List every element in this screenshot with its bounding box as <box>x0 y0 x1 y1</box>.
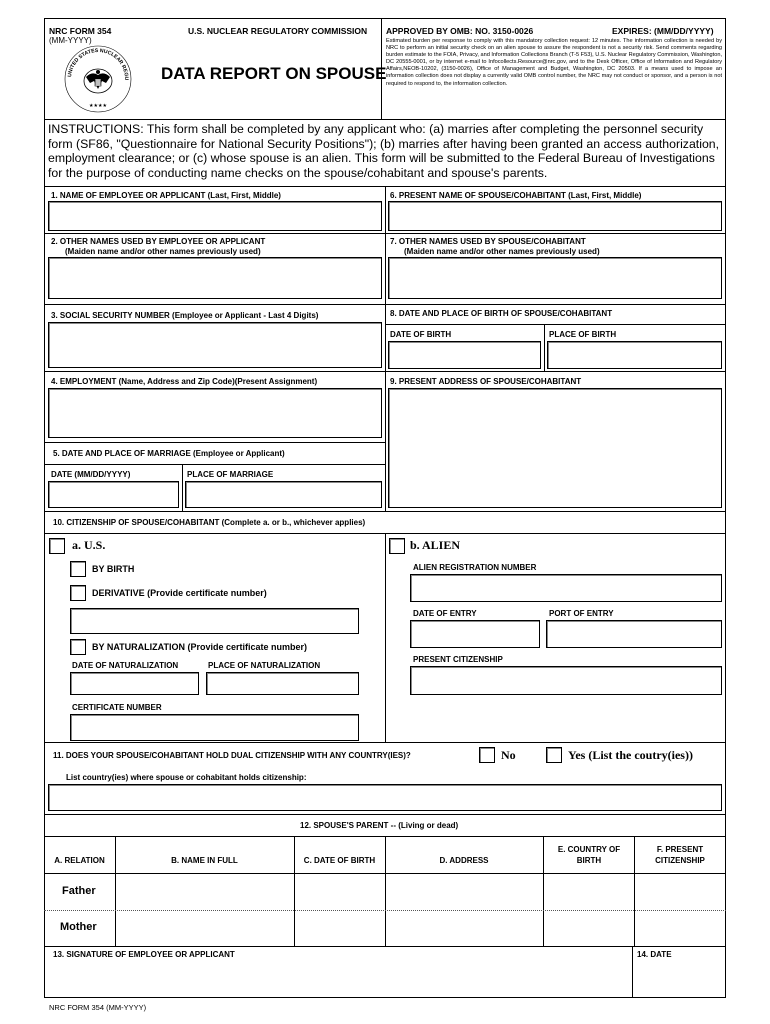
alien-checkbox[interactable] <box>389 538 405 554</box>
burden-statement: Estimated burden per response to comply with this mandatory collection request: 12 minutes. The information collection is needed by NRC to perform an initial security check on an alien spouse to assure the respondent is not a security risk. Send comments regarding burden estimate to the FOIA, Privacy, and Information Collections Branch (T-5 F53), U.S. Nuclear Regulatory Commission, Washington, DC 20555-0001, or by internet e-mail to Infocollects.Resource@nrc.gov, and to the Desk Officer, Office of Information and Regulatory Affairs,NEOB-10202, (3150-0026), Office of Management and Budget, Washington, DC 20503. If a means used to impose an information collection does not display a currently valid OMB control number, the NRC may not conduct or sponsor, and a person is not required to respond to, the information collection. <box>386 38 722 87</box>
omb-approval: APPROVED BY OMB: NO. 3150-0026 <box>386 26 534 36</box>
divider <box>385 324 726 325</box>
expires-date: EXPIRES: (MM/DD/YYYY) <box>612 26 714 36</box>
table-header-dob <box>294 850 385 868</box>
by-birth-checkbox[interactable] <box>70 561 86 577</box>
divider <box>44 304 726 305</box>
field-12-label: 12. SPOUSE'S PARENT -- (Living or dead) <box>300 821 459 830</box>
employee-other-names-input[interactable] <box>48 257 382 299</box>
date-entry-label: DATE OF ENTRY <box>413 609 477 618</box>
form-title: DATA REPORT ON SPOUSE <box>161 64 387 83</box>
svg-text:UNITED STATES NUCLEAR REGULATO: UNITED STATES NUCLEAR REGU <box>67 47 130 81</box>
father-country-cell[interactable] <box>544 874 633 909</box>
spouse-other-names-input[interactable] <box>388 257 722 299</box>
marriage-place-label: PLACE OF MARRIAGE <box>187 470 274 479</box>
signature-field[interactable] <box>48 962 628 996</box>
cert-number-input[interactable] <box>70 714 359 741</box>
naturalization-label: BY NATURALIZATION (Provide certificate number) <box>92 642 308 652</box>
derivative-checkbox[interactable] <box>70 585 86 601</box>
field-10-label: 10. CITIZENSHIP OF SPOUSE/COHABITANT (Complete a. or b., whichever applies) <box>53 518 366 527</box>
divider <box>44 233 726 234</box>
spouse-birth-date-input[interactable] <box>388 341 541 369</box>
employee-name-input[interactable] <box>48 201 382 231</box>
eagle-seal-icon <box>63 44 133 114</box>
divider <box>44 742 726 743</box>
father-name-cell[interactable] <box>116 874 293 909</box>
ssn-input[interactable] <box>48 322 382 368</box>
mother-name-cell[interactable] <box>116 911 293 945</box>
form-date: (MM-YYYY) <box>49 36 92 45</box>
present-citizenship-label: PRESENT CITIZENSHIP <box>413 655 503 664</box>
table-header-relation <box>44 850 115 868</box>
derivative-cert-input[interactable] <box>70 608 359 634</box>
field-13-label: 13. SIGNATURE OF EMPLOYEE OR APPLICANT <box>53 950 235 959</box>
dual-no-checkbox[interactable] <box>479 747 495 763</box>
marriage-date-input[interactable] <box>48 481 179 508</box>
spouse-birth-place-input[interactable] <box>547 341 722 369</box>
row-father-label: Father <box>62 885 96 897</box>
date-nat-label: DATE OF NATURALIZATION <box>72 661 179 670</box>
place-nat-input[interactable] <box>206 672 359 695</box>
column-divider <box>385 186 386 511</box>
date-nat-input[interactable] <box>70 672 199 695</box>
dual-yes-label: Yes (List the coutry(ies)) <box>568 748 693 762</box>
field-2-label: 2. OTHER NAMES USED BY EMPLOYEE OR APPLICANT <box>51 237 266 246</box>
form-number: NRC FORM 354 <box>49 26 112 36</box>
divider <box>544 324 545 371</box>
dual-yes-checkbox[interactable] <box>546 747 562 763</box>
dual-countries-input[interactable] <box>48 784 722 811</box>
dual-no-label: No <box>501 748 516 762</box>
table-header-name <box>115 850 294 868</box>
spouse-address-input[interactable] <box>388 388 722 508</box>
mother-citizenship-cell[interactable] <box>635 911 725 945</box>
spouse-name-input[interactable] <box>388 201 722 231</box>
column-divider <box>385 533 386 742</box>
naturalization-checkbox[interactable] <box>70 639 86 655</box>
derivative-label: DERIVATIVE (Provide certificate number) <box>92 588 267 598</box>
present-citizenship-input[interactable] <box>410 666 722 695</box>
row-mother-label: Mother <box>60 921 97 933</box>
mother-country-cell[interactable] <box>544 911 633 945</box>
divider <box>44 371 726 372</box>
header-text: C. DATE OF BIRTH <box>303 856 376 865</box>
marriage-date-label: DATE (MM/DD/YYYY) <box>51 470 131 479</box>
us-citizen-checkbox[interactable] <box>49 538 65 554</box>
header-text: A. RELATION <box>54 856 105 865</box>
nrc-seal <box>63 44 133 114</box>
field-2-sublabel: (Maiden name and/or other names previously used) <box>65 247 261 256</box>
field-7-sublabel: (Maiden name and/or other names previously used) <box>404 247 600 256</box>
divider <box>44 814 726 815</box>
divider <box>182 464 183 511</box>
field-11-label: 11. DOES YOUR SPOUSE/COHABITANT HOLD DUAL CITIZENSHIP WITH ANY COUNTRY(IES)? <box>53 751 411 760</box>
divider <box>632 946 633 998</box>
birth-place-label: PLACE OF BIRTH <box>549 330 617 339</box>
instructions-text: INSTRUCTIONS: This form shall be completed by any applicant who: (a) marries after completing the personnel security form (SF86, "Questionnaire for National Security Positions"); (b) marries after having been granted an access authorization, employment clearance; or (c) whose spouse is an alien. This form will be submitted to the Federal Bureau of Investigations for the purpose of conducting name checks on the spouse/cohabitant and spouse's parents. <box>48 122 720 180</box>
field-4-label: 4. EMPLOYMENT (Name, Address and Zip Code)(Present Assignment) <box>51 377 318 386</box>
field-6-label: 6. PRESENT NAME OF SPOUSE/COHABITANT (Last, First, Middle) <box>390 191 642 200</box>
place-nat-label: PLACE OF NATURALIZATION <box>208 661 321 670</box>
table-header-citizenship: F. PRESENT CITIZENSHIP <box>655 845 705 865</box>
header-text: B. NAME IN FULL <box>171 856 238 865</box>
divider <box>44 464 386 465</box>
employment-input[interactable] <box>48 388 382 438</box>
marriage-place-input[interactable] <box>185 481 382 508</box>
alien-label: b. ALIEN <box>410 538 461 552</box>
field-5-label: 5. DATE AND PLACE OF MARRIAGE (Employee or Applicant) <box>53 449 285 458</box>
divider <box>44 511 726 512</box>
alien-reg-input[interactable] <box>410 574 722 602</box>
cert-number-label: CERTIFICATE NUMBER <box>72 703 162 712</box>
signature-date-field[interactable] <box>636 962 722 996</box>
svg-text:★★★★: ★★★★ <box>89 103 107 109</box>
field-7-label: 7. OTHER NAMES USED BY SPOUSE/COHABITANT <box>390 237 586 246</box>
header-text: D. ADDRESS <box>439 856 489 865</box>
port-entry-input[interactable] <box>546 620 722 648</box>
date-entry-input[interactable] <box>410 620 540 648</box>
dual-list-label: List country(ies) where spouse or cohabitant holds citizenship: <box>66 773 307 782</box>
divider <box>44 946 726 947</box>
header-divider <box>44 119 726 120</box>
field-1-label: 1. NAME OF EMPLOYEE OR APPLICANT (Last, First, Middle) <box>51 191 281 200</box>
birth-date-label: DATE OF BIRTH <box>390 330 452 339</box>
us-citizen-label: a. U.S. <box>72 538 106 552</box>
table-header-country: E. COUNTRY OF BIRTH <box>557 845 621 865</box>
footer-form-number: NRC FORM 354 (MM-YYYY) <box>49 1003 147 1012</box>
father-dob-cell[interactable] <box>295 874 384 909</box>
field-8-label: 8. DATE AND PLACE OF BIRTH OF SPOUSE/COHABITANT <box>390 309 613 318</box>
father-citizenship-cell[interactable] <box>635 874 725 909</box>
table-header-address <box>385 850 543 868</box>
agency-name: U.S. NUCLEAR REGULATORY COMMISSION <box>188 26 368 36</box>
alien-reg-label: ALIEN REGISTRATION NUMBER <box>413 563 537 572</box>
mother-dob-cell[interactable] <box>295 911 384 945</box>
port-entry-label: PORT OF ENTRY <box>549 609 614 618</box>
mother-address-cell[interactable] <box>386 911 542 945</box>
field-3-label: 3. SOCIAL SECURITY NUMBER (Employee or Applicant - Last 4 Digits) <box>51 311 319 320</box>
by-birth-label: BY BIRTH <box>92 564 135 574</box>
divider <box>44 442 386 443</box>
field-14-label: 14. DATE <box>637 950 672 959</box>
father-address-cell[interactable] <box>386 874 542 909</box>
field-9-label: 9. PRESENT ADDRESS OF SPOUSE/COHABITANT <box>390 377 582 386</box>
